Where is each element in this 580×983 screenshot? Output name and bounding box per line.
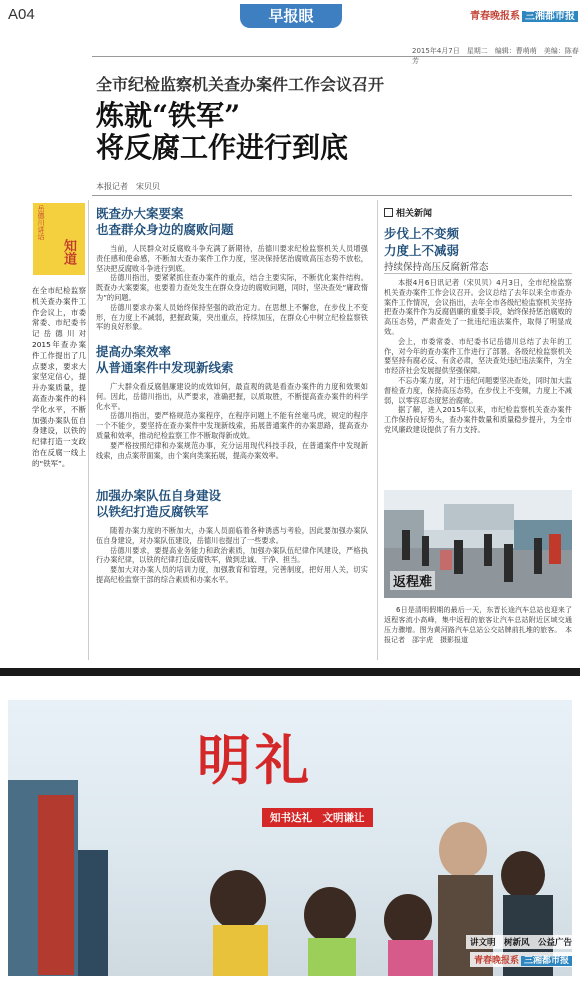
ad-tagline: 讲文明 树新风 公益广告 [466,935,576,949]
divider [92,56,572,57]
sidebar-banner-text: 岳德川讲话 [37,205,45,240]
ad-title: 明礼 [197,728,313,792]
article-section-3 [96,488,368,585]
paragraph: 岳德川要求办案人员始终保持坚强的政治定力。在思想上不懈怠，在步伐上不变形，在力度上不减弱，把握政策，突出重点，持续加压，在群众心中树立纪检监察铁军的良好形象。 [96,302,368,332]
sidebar-banner-label: 知道 [61,239,76,265]
paragraph: 要加大对办案人员的培训力度，加强教育和管理，完善制度，把好用人关，切实提高纪检监察干部的综合素质和办案水平。 [96,565,368,584]
divider [384,273,572,274]
article-section-2 [96,344,368,460]
section-subheading: 从普通案件中发现新线索 [96,360,234,375]
sidebar-text: 在全市纪检监察机关查办案件工作会议上，市委常委、市纪委书记岳德川对2015年查办案件工作提出了几点要求，要求大家坚定信心，提升办案质量，提高查办案件的科学化水平，不断加强办案队伍自身建设，以铁的纪律打造一支政治在反腐一线上的“铁军”。 [32,286,86,468]
related-subhead: 持续保持高压反腐新常态 [384,262,489,273]
ad-brand-name: 青春晚报 [474,956,511,966]
section-subheading: 也查群众身边的腐败问题 [96,222,234,237]
brand-tag: 三湘都市报 [522,11,578,22]
paragraph: 本报4月6日讯记者（宋贝贝）4月3日，全市纪检监察机关查办案件工作会议召开。会议总结了去年以来全市查办案件工作情况，会议指出，去年全市各级纪检监察机关坚持把查办案件作为反腐倡廉的重要手段，始终保持惩治腐败的高压态势，严肃查处了一批违纪违法案件，取得了明显成效。 [384,278,572,336]
photo-caption: 6日是清明假期的最后一天，东晋长途汽车总站也迎来了返程客流小高峰，集中返程的旅客让汽车总站附近区域交通压力骤增。图为黄河路汽车总站公交站牌前扎堆的旅客。 本报记者 邵宇虎 摄影报道 [384,606,572,644]
paragraph: 要严格按照纪律和办案规范办事，充分运用现代科技手段，在普通案件中发现新线索，由点案带面案，由个案向类案拓展，提高办案效率。 [96,440,368,460]
column-divider [377,200,378,660]
section-divider [0,668,580,676]
paragraph: 当前，人民群众对反腐败斗争充满了新期待，岳德川要求纪检监察机关人员增强责任感和使命感，不断加大查办案件工作力度，坚决保持惩治腐败高压态势不放松，坚决把反腐败斗争进行到底。 [96,244,368,273]
column-divider [88,200,89,660]
article-section-1 [96,206,368,332]
ad-brand-suffix: 系 [510,956,520,966]
related-body [384,278,572,435]
divider [92,195,572,196]
brand-name: 青春晚报 [470,11,510,22]
section-tab[interactable]: 早报眼 [240,4,342,28]
brand-suffix: 系 [510,11,520,22]
paragraph: 广大群众看反腐倡廉建设的成效如何，最直观的就是看查办案件的力度和效果如何。因此，岳德川指出，从严要求，准确把握，以质取胜，不断提高查办案件的科学化水平。 [96,382,368,411]
section-heading: 提高办案效率 [96,344,172,359]
related-headline-line-1: 步伐上不变频 [384,226,460,241]
ad-brand-tag: 三湘都市报 [521,956,572,966]
byline: 本报记者 宋贝贝 [96,182,160,191]
masthead-brand [470,7,578,22]
page-number: A04 [8,6,35,23]
headline-line-2: 将反腐工作进行到底 [96,131,349,164]
section-heading: 加强办案队伍自身建设 [96,488,222,503]
dateline: 2015年4月7日 星期二 编辑：曹萌萌 美编：陈春芳 [412,47,579,65]
photo-label: 返程难 [390,571,435,590]
section-heading: 既查办大案要案 [96,206,184,221]
paragraph: 会上，市委常委、市纪委书记岳德川总结了去年的工作，对今年的查办案件工作进行了部署。各级纪检监察机关要坚持有腐必反、有贪必肃，坚决查处违纪违法案件，为全市经济社会发展提供坚强保障。 [384,336,572,376]
related-news-label: 相关新闻 [384,206,432,219]
ad-brand [470,952,576,967]
article-kicker: 全市纪检监察机关查办案件工作会议召开 [96,75,385,94]
paragraph: 不忘办案力度，对于违纪问题要坚决查处，同时加大监督检查力度，保持高压态势，在步伐上不变频，力度上不减弱，以零容忍态度惩治腐败。 [384,375,572,405]
sidebar-banner [33,203,85,275]
page-header [0,0,580,36]
ad-slogan: 知书达礼 文明谦让 [262,808,373,827]
related-headline [384,225,459,259]
paragraph: 岳德川要求，要提高业务能力和政治素质，加强办案队伍纪律作风建设，严格执行办案纪律，以铁的纪律打造反腐铁军，做到忠诚、干净、担当。 [96,545,368,565]
section-subheading: 以铁纪打造反腐铁军 [96,504,209,519]
paragraph: 岳德川指出，要紧紧抓住查办案件的重点，结合主要实际，不断优化案件结构。既查办大案要案，也要着力查处发生在群众身边的腐败问题，同时，坚决查处“庸政惰为”的问题。 [96,273,368,302]
related-headline-line-2: 力度上不减弱 [384,243,460,258]
paragraph: 据了解，进入2015年以来，市纪检监察机关查办案件工作保持良好势头，查办案件数量和质量稳步提升，为全市党风廉政建设提供了有力支持。 [384,405,572,434]
paragraph: 随着办案力度的不断加大，办案人员面临着各种诱惑与考验，因此要加强办案队伍自身建设，对办案队伍建设，岳德川也提出了一些要求。 [96,526,368,545]
headline-line-1: 炼就“铁军” [96,99,241,132]
paragraph: 岳德川指出，要严格规范办案程序，在程序问题上不能有丝毫马虎，规定的程序一个不能少，要坚持在查办案件中发现新线索，拓展普通案件的办案思路，提高查办质量和效率，推动纪检监察工作不断取得新成效。 [96,411,368,440]
article-headline [96,100,348,164]
